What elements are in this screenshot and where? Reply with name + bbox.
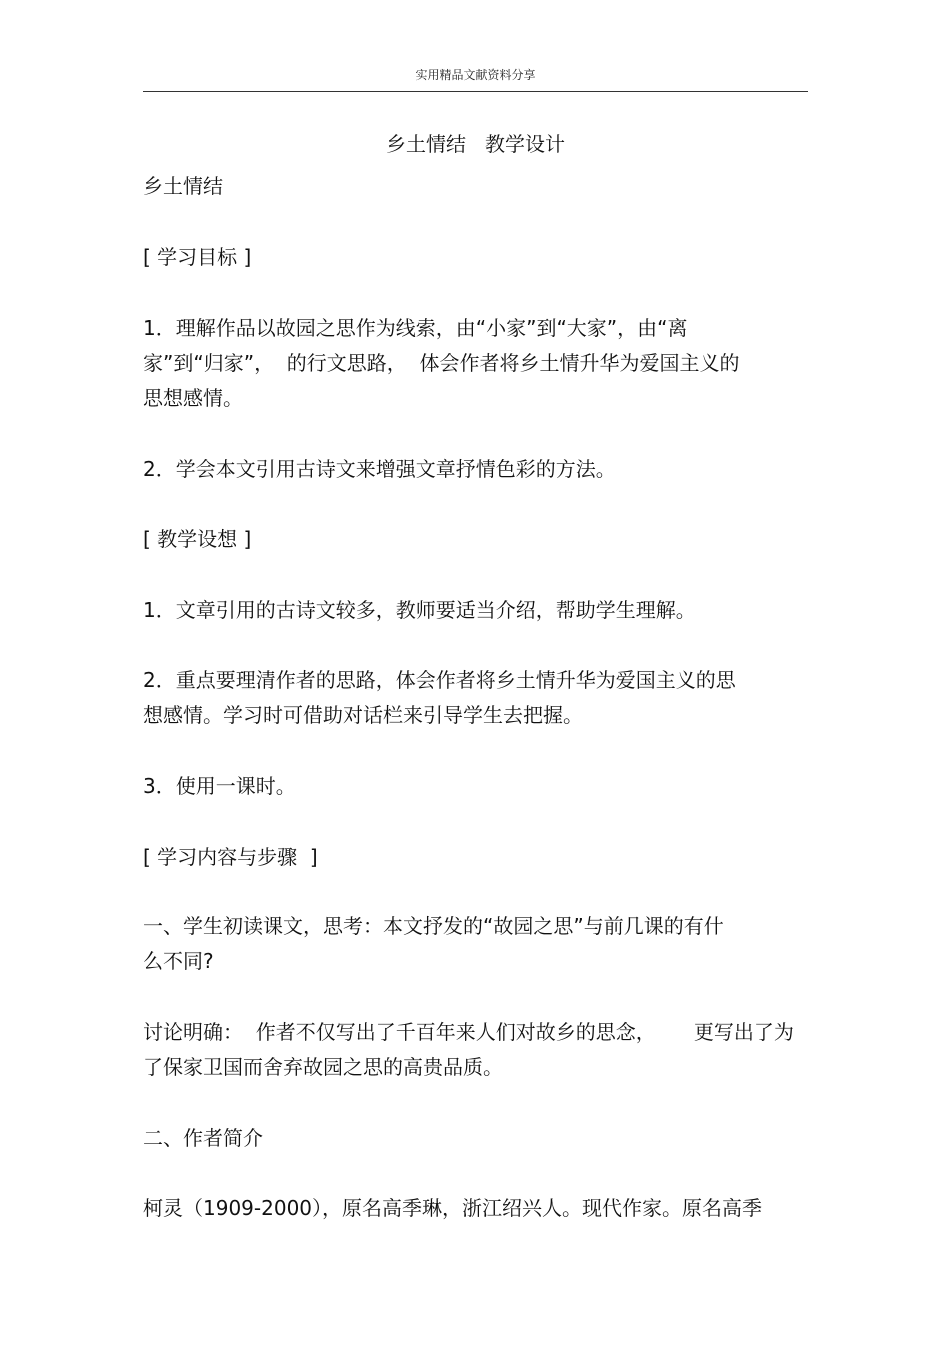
paragraph-line: 想感情。学习时可借助对话栏来引导学生去把握。 [143,703,583,727]
paragraph-line: 2．学会本文引用古诗文来增强文章抒情色彩的方法。 [143,457,616,481]
paragraph-line: 1．理解作品以故园之思作为线索，由“小家”到“大家”，由“离 [143,316,688,340]
section-heading-content-steps: [ 学习内容与步骤 ] [143,845,318,869]
paragraph-line: 了保家卫国而舍弃故园之思的高贵品质。 [143,1055,503,1079]
section-heading-learning-goals: [ 学习目标 ] [143,245,252,269]
paragraph-line: 家”到“归家”， 的行文思路， 体会作者将乡土情升华为爱国主义的 [143,351,740,375]
paragraph-line: 一、学生初读课文，思考：本文抒发的“故园之思”与前几课的有什 [143,914,724,938]
subtitle: 乡土情结 [143,174,223,198]
paragraph-line: 3．使用一课时。 [143,774,296,798]
document-title: 乡土情结 教学设计 [385,132,566,156]
page-header: 实用精品文献资料分享 [415,68,536,82]
paragraph-line: 么不同? [143,949,214,973]
paragraph-line: 讨论明确： 作者不仅写出了千百年来人们对故乡的思念， 更写出了为 [143,1020,794,1044]
section-heading-author-intro: 二、作者简介 [143,1126,263,1150]
paragraph-line: 2．重点要理清作者的思路，体会作者将乡土情升华为爱国主义的思 [143,668,736,692]
header-divider [143,91,808,92]
section-heading-teaching-ideas: [ 教学设想 ] [143,527,252,551]
paragraph-line: 柯灵（1909-2000），原名高季琳，浙江绍兴人。现代作家。原名高季 [143,1196,763,1220]
paragraph-line: 思想感情。 [143,386,243,410]
paragraph-line: 1．文章引用的古诗文较多，教师要适当介绍，帮助学生理解。 [143,598,696,622]
